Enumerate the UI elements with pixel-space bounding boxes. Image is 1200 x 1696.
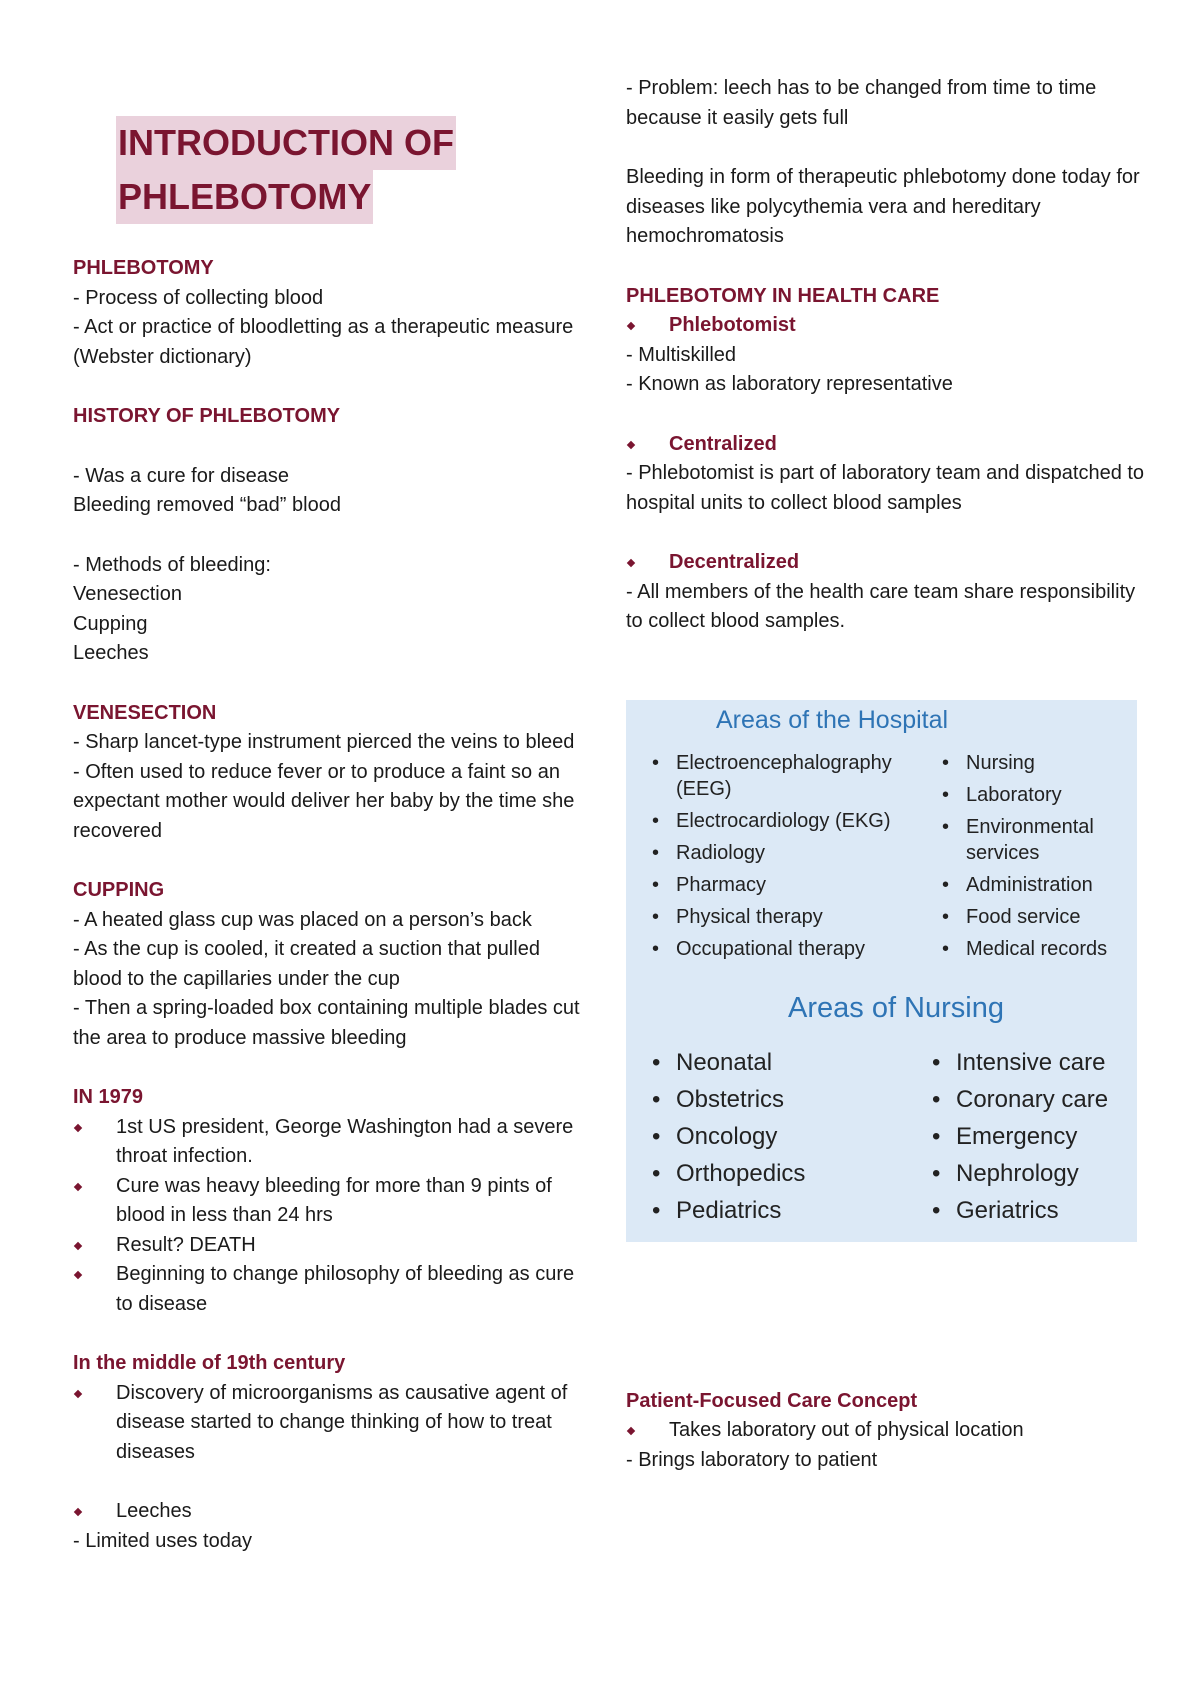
text-line: - All members of the health care team share responsibility to collect blood samples. xyxy=(626,580,1136,632)
bullet-item: Beginning to change philosophy of bleeding as cure to disease xyxy=(73,1260,593,1319)
list-item: • Intensive care xyxy=(932,1046,1132,1079)
areas-info-box xyxy=(626,700,1137,1242)
text-line: - Was a cure for disease xyxy=(73,464,290,487)
left-column xyxy=(73,0,593,1556)
hospital-areas-title: Areas of the Hospital xyxy=(716,706,949,734)
text-line: - As the cup is cooled, it created a suction that pulled blood to the capillaries under the cup xyxy=(73,938,540,990)
list-item: • Oncology xyxy=(652,1120,902,1153)
list-item: • Neonatal xyxy=(652,1046,902,1079)
list-item: • Emergency xyxy=(932,1120,1132,1153)
text-line: - Then a spring-loaded box containing multiple blades cut the area to produce massive bleeding xyxy=(73,997,580,1049)
text-line: - Process of collecting blood xyxy=(73,286,324,309)
list-item: • Radiology xyxy=(652,840,922,866)
bullet-item: Leeches xyxy=(73,1497,593,1527)
page-title xyxy=(116,116,593,224)
list-item: • Administration xyxy=(942,872,1132,898)
list-item: • Laboratory xyxy=(942,782,1132,808)
text-line: - Brings laboratory to patient xyxy=(626,1448,878,1471)
history-heading: HISTORY OF PHLEBOTOMY xyxy=(73,405,341,427)
in-1979-heading: IN 1979 xyxy=(73,1086,144,1108)
bullet-item: Result? DEATH xyxy=(73,1231,593,1261)
century-heading: In the middle of 19th century xyxy=(73,1352,346,1374)
text-line: - Act or practice of bloodletting as a therapeutic measure (Webster dictionary) xyxy=(73,316,574,368)
text-line: - Multiskilled xyxy=(626,343,737,366)
text-line: - Methods of bleeding: xyxy=(73,553,271,576)
decentralized-label: Decentralized xyxy=(626,548,1146,578)
text-line: - A heated glass cup was placed on a person’s back xyxy=(73,908,532,931)
cupping-heading: CUPPING xyxy=(73,879,165,901)
text-line: Bleeding removed “bad” blood xyxy=(73,494,341,516)
hospital-areas-list-2 xyxy=(942,750,1132,968)
list-item: • Occupational therapy xyxy=(652,936,922,962)
list-item: • Orthopedics xyxy=(652,1157,902,1190)
list-item: • Pediatrics xyxy=(652,1194,902,1227)
text-line: - Phlebotomist is part of laboratory team and dispatched to hospital units to collect blood samples xyxy=(626,462,1145,514)
list-item: • Electrocardiology (EKG) xyxy=(652,808,922,834)
bullet-item: Discovery of microorganisms as causative agent of disease started to change thinking of how to treat diseases xyxy=(73,1379,593,1468)
list-item: • Food service xyxy=(942,904,1132,930)
text-line: - Problem: leech has to be changed from time to time because it easily gets full xyxy=(626,77,1097,129)
text-line: Venesection xyxy=(73,583,182,605)
healthcare-heading: PHLEBOTOMY IN HEALTH CARE xyxy=(626,284,940,307)
bullet-item: Takes laboratory out of physical location xyxy=(626,1416,1146,1446)
bullet-item: 1st US president, George Washington had a severe throat infection. xyxy=(73,1113,593,1172)
text-line: Leeches xyxy=(73,642,149,664)
text-line: - Sharp lancet-type instrument pierced the veins to bleed xyxy=(73,731,575,753)
venesection-heading: VENESECTION xyxy=(73,701,217,724)
list-item: • Environmental services xyxy=(942,814,1132,866)
text-line: Bleeding in form of therapeutic phlebotomy done today for diseases like polycythemia vera and hereditary hemochromatosis xyxy=(626,166,1140,247)
nursing-areas-list-1 xyxy=(652,1046,902,1231)
text-line: - Often used to reduce fever or to produce a faint so an expectant mother would deliver her baby by the time she recovered xyxy=(73,760,575,842)
list-item: • Nephrology xyxy=(932,1157,1132,1190)
centralized-label: Centralized xyxy=(626,430,1146,460)
list-item: • Obstetrics xyxy=(652,1083,902,1116)
nursing-areas-title: Areas of Nursing xyxy=(788,992,1004,1024)
text-line: Cupping xyxy=(73,612,148,635)
list-item: • Coronary care xyxy=(932,1083,1132,1116)
phlebotomy-heading: PHLEBOTOMY xyxy=(73,257,214,279)
phlebotomist-label: Phlebotomist xyxy=(626,311,1146,341)
text-line: - Limited uses today xyxy=(73,1529,252,1552)
list-item: • Nursing xyxy=(942,750,1132,776)
bullet-item: Cure was heavy bleeding for more than 9 pints of blood in less than 24 hrs xyxy=(73,1172,593,1231)
list-item: • Electroencephalography (EEG) xyxy=(652,750,922,802)
list-item: • Medical records xyxy=(942,936,1132,962)
list-item: • Geriatrics xyxy=(932,1194,1132,1227)
title-line-2: PHLEBOTOMY xyxy=(116,170,373,224)
hospital-areas-list-1 xyxy=(652,750,922,968)
list-item: • Physical therapy xyxy=(652,904,922,930)
text-line: - Known as laboratory representative xyxy=(626,373,953,395)
list-item: • Pharmacy xyxy=(652,872,922,898)
patient-focused-heading: Patient-Focused Care Concept xyxy=(626,1389,918,1412)
nursing-areas-list-2 xyxy=(932,1046,1132,1231)
title-line-1: INTRODUCTION OF xyxy=(116,116,456,170)
